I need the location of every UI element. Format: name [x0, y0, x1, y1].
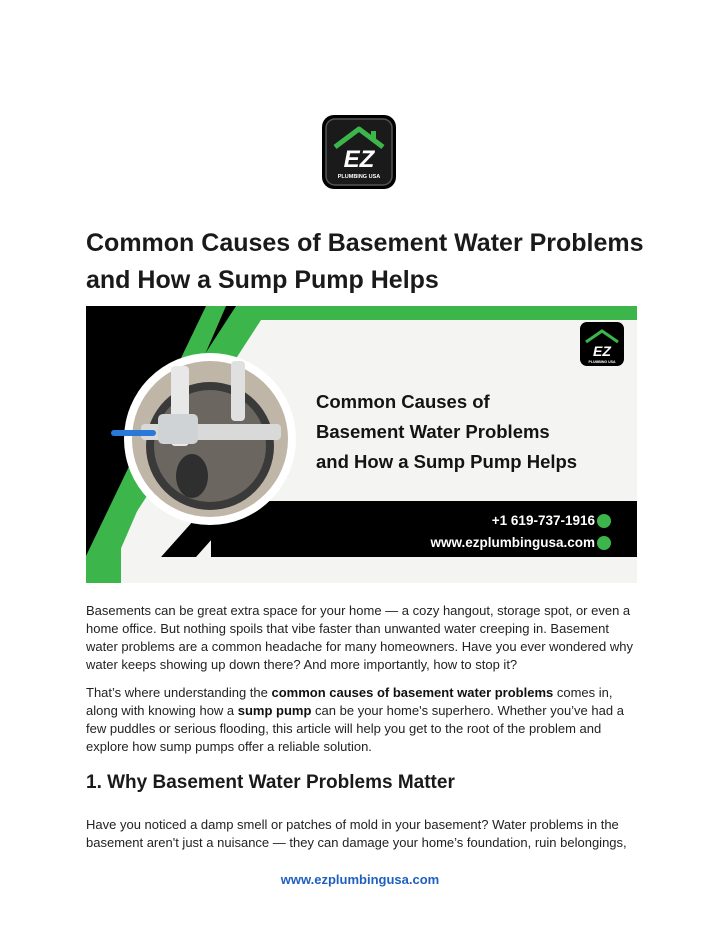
logo-brand: EZ — [343, 146, 375, 173]
banner-headline-line-1: Common Causes of — [316, 391, 490, 412]
footer-url-link[interactable]: www.ezplumbingusa.com — [280, 872, 440, 887]
second-paragraph — [86, 684, 638, 756]
section-paragraph: Have you noticed a damp smell or patches of mold in your basement? Water problems in the basement aren't just a nuisance — they can damage your home’s foundation, ruin belongings, — [86, 817, 627, 850]
banner-logo-tagline: PLUMBING USA — [588, 360, 616, 364]
globe-icon — [597, 536, 611, 550]
p2-bold-sump-pump: sump pump — [237, 703, 312, 718]
p2-text-a: That’s where understanding the — [86, 685, 272, 700]
banner-logo-brand: EZ — [593, 343, 611, 359]
logo-tagline: PLUMBING USA — [337, 174, 381, 180]
company-logo — [321, 114, 397, 190]
p2-bold-causes: common causes of basement water problems — [271, 685, 554, 700]
banner-headline-line-2: Basement Water Problems — [316, 421, 550, 442]
section-heading: 1. Why Basement Water Problems Matter — [86, 772, 455, 793]
page-title: Common Causes of Basement Water Problems and How a Sump Pump Helps — [86, 229, 644, 294]
banner-phone: +1 619-737-1916 — [491, 513, 595, 528]
p2-text-c: comes in, along with knowing how a — [86, 685, 613, 718]
banner-headline-line-3: and How a Sump Pump Helps — [316, 451, 578, 472]
p2-text-e: can be your home's superhero. Whether you’ve had a few puddles or serious flooding, this article will help you get to the root of the problem and explore how sump pumps offer a reliable solution. — [86, 703, 624, 754]
phone-icon — [597, 514, 611, 528]
hero-banner — [86, 306, 637, 583]
intro-paragraph: Basements can be great extra space for your home — a cozy hangout, storage spot, or even a home office. But nothing spoils that vibe faster than unwanted water creeping in. Basement water problems are a common headache for many homeowners. Have you ever wondered why water keeps showing up down there? And more importantly, how to stop it? — [86, 603, 633, 672]
banner-website: www.ezplumbingusa.com — [430, 535, 595, 550]
banner-headline — [316, 387, 636, 477]
